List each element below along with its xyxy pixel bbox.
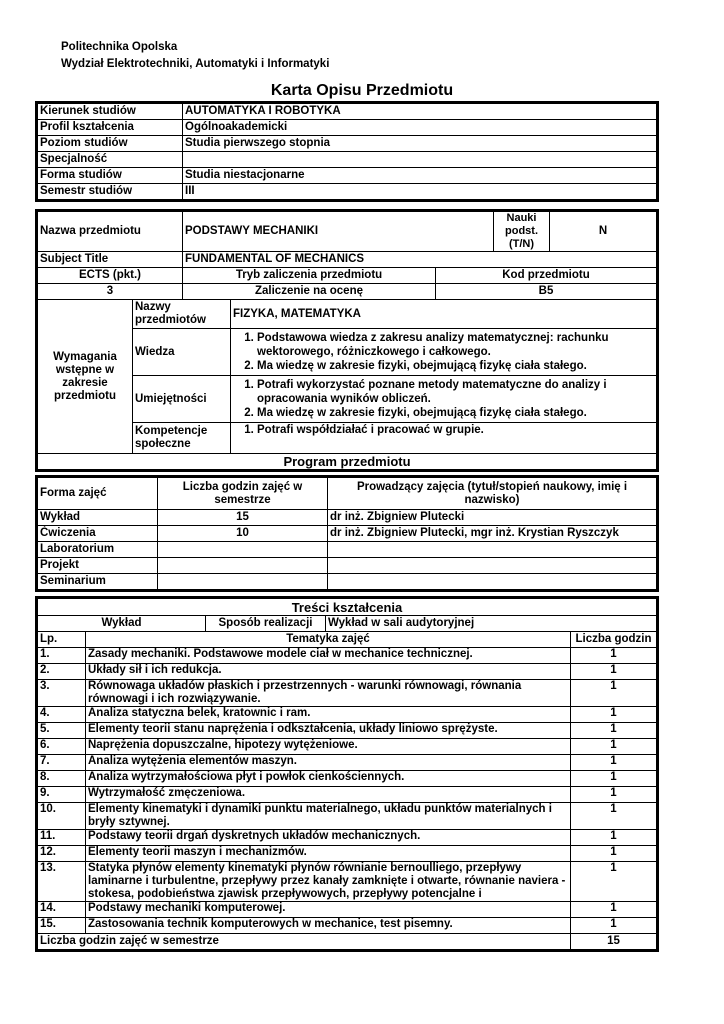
program-title: Program przedmiotu — [38, 454, 657, 470]
program-row — [38, 574, 657, 590]
subject-title-label: Subject Title — [38, 252, 183, 268]
topic-text: Zastosowania technik komputerowych w mechanice, test pisemny. — [86, 918, 571, 934]
topic-row — [38, 918, 657, 934]
topic-hours: 1 — [571, 755, 657, 771]
topic-text: Równowaga układów płaskich i przestrzennych - warunki równowagi, równania równowagi i ich rozwiązywanie. — [86, 680, 571, 707]
code-label: Kod przedmiotu — [436, 268, 657, 284]
study-value: Studia pierwszego stopnia — [183, 136, 657, 152]
topic-text: Naprężenia dopuszczalne, hipotezy wytężeniowe. — [86, 739, 571, 755]
topic-lp: 5. — [38, 723, 86, 739]
topic-hours: 1 — [571, 707, 657, 723]
study-row — [38, 168, 657, 184]
col-hours: Liczba godzin zajęć w semestrze — [158, 478, 328, 510]
topic-text: Podstawy mechaniki komputerowej. — [86, 902, 571, 918]
topic-hours: 1 — [571, 648, 657, 664]
content-title: Treści kształcenia — [38, 599, 657, 616]
topic-hours: 1 — [571, 664, 657, 680]
program-form: Laboratorium — [38, 542, 158, 558]
total-value: 15 — [571, 934, 657, 950]
competence-item: 1. Potrafi współdziałać i pracować w grupie. — [257, 423, 654, 437]
study-row — [38, 120, 657, 136]
topic-hours: 1 — [571, 723, 657, 739]
study-label: Specjalność — [38, 152, 183, 168]
course-info-table — [35, 209, 659, 472]
topic-lp: 13. — [38, 862, 86, 902]
col-topic: Tematyka zajęć — [86, 632, 571, 648]
topic-text: Elementy teorii maszyn i mechanizmów. — [86, 846, 571, 862]
topic-lp: 4. — [38, 707, 86, 723]
program-form: Ćwiczenia — [38, 526, 158, 542]
program-lecturer — [328, 574, 657, 590]
knowledge-item: 2. Ma wiedzę w zakresie fizyki, obejmującą fizykę ciała stałego. — [257, 359, 654, 373]
topic-row — [38, 771, 657, 787]
competence-label: Kompetencje społeczne — [133, 423, 231, 454]
program-row — [38, 558, 657, 574]
program-row — [38, 542, 657, 558]
topic-hours: 1 — [571, 918, 657, 934]
study-value: Ogólnoakademicki — [183, 120, 657, 136]
topic-row — [38, 803, 657, 830]
study-value — [183, 152, 657, 168]
topic-row — [38, 755, 657, 771]
topic-row — [38, 739, 657, 755]
topic-lp: 15. — [38, 918, 86, 934]
method-label: Sposób realizacji — [206, 616, 326, 632]
topic-text: Statyka płynów elementy kinematyki płynów równianie bernoulliego, przepływy laminarne i turbulentne, przepływy przez kanały zamknięte i otwarte, równanie naviera - stokesa, podobieństwa zjawisk przepływowych, przepływy potencjalne i — [86, 862, 571, 902]
knowledge-list — [231, 329, 657, 376]
topic-lp: 11. — [38, 830, 86, 846]
course-name-label: Nazwa przedmiotu — [38, 212, 183, 252]
program-row — [38, 510, 657, 526]
topic-text: Podstawy teorii drgań dyskretnych układów mechanicznych. — [86, 830, 571, 846]
content-type: Wykład — [38, 616, 206, 632]
page-title: Karta Opisu Przedmiotu — [270, 82, 454, 99]
topic-lp: 8. — [38, 771, 86, 787]
topic-lp: 2. — [38, 664, 86, 680]
topic-text: Analiza wytężenia elementów maszyn. — [86, 755, 571, 771]
topic-hours: 1 — [571, 787, 657, 803]
study-label: Forma studiów — [38, 168, 183, 184]
col-lp: Lp. — [38, 632, 86, 648]
skills-list — [231, 376, 657, 423]
study-label: Poziom studiów — [38, 136, 183, 152]
topic-row — [38, 830, 657, 846]
knowledge-item: 1. Podstawowa wiedza z zakresu analizy matematycznej: rachunku wektorowego, różniczkowego i całkowego. — [257, 331, 654, 359]
study-value: AUTOMATYKA I ROBOTYKA — [183, 104, 657, 120]
study-value: III — [183, 184, 657, 200]
topic-lp: 14. — [38, 902, 86, 918]
topic-lp: 10. — [38, 803, 86, 830]
topic-row — [38, 648, 657, 664]
topic-hours: 1 — [571, 830, 657, 846]
study-row — [38, 152, 657, 168]
study-info-table — [35, 101, 659, 202]
program-table — [35, 475, 659, 592]
col-topic-hours: Liczba godzin — [571, 632, 657, 648]
program-form: Seminarium — [38, 574, 158, 590]
study-row — [38, 104, 657, 120]
topic-hours: 1 — [571, 846, 657, 862]
topic-lp: 7. — [38, 755, 86, 771]
study-label: Profil kształcenia — [38, 120, 183, 136]
topic-row — [38, 846, 657, 862]
mode-value: Zaliczenie na ocenę — [183, 284, 436, 300]
mode-label: Tryb zaliczenia przedmiotu — [183, 268, 436, 284]
competence-list — [231, 423, 657, 454]
topic-row — [38, 862, 657, 902]
basic-value: N — [550, 212, 657, 252]
ects-value: 3 — [38, 284, 183, 300]
study-label: Kierunek studiów — [38, 104, 183, 120]
topic-text: Układy sił i ich redukcja. — [86, 664, 571, 680]
program-lecturer — [328, 558, 657, 574]
university-name: Politechnika Opolska — [61, 41, 178, 53]
topic-hours: 1 — [571, 862, 657, 902]
program-lecturer: dr inż. Zbigniew Plutecki — [328, 510, 657, 526]
topic-lp: 6. — [38, 739, 86, 755]
subject-title: FUNDAMENTAL OF MECHANICS — [183, 252, 657, 268]
program-form: Wykład — [38, 510, 158, 526]
method-value: Wykład w sali audytoryjnej — [326, 616, 657, 632]
col-lecturer: Prowadzący zajęcia (tytuł/stopień naukowy, imię i nazwisko) — [328, 478, 657, 510]
course-name: PODSTAWY MECHANIKI — [183, 212, 494, 252]
study-row — [38, 184, 657, 200]
total-label: Liczba godzin zajęć w semestrze — [38, 934, 571, 950]
program-form: Projekt — [38, 558, 158, 574]
knowledge-label: Wiedza — [133, 329, 231, 376]
topic-text: Analiza statyczna belek, kratownic i ram. — [86, 707, 571, 723]
program-lecturer: dr inż. Zbigniew Plutecki, mgr inż. Krystian Ryszczyk — [328, 526, 657, 542]
study-label: Semestr studiów — [38, 184, 183, 200]
prereq-names: FIZYKA, MATEMATYKA — [231, 300, 657, 329]
content-table — [35, 596, 659, 952]
topic-hours: 1 — [571, 739, 657, 755]
topic-row — [38, 787, 657, 803]
topic-row — [38, 723, 657, 739]
program-hours — [158, 574, 328, 590]
skills-item: 1. Potrafi wykorzystać poznane metody matematyczne do analizy i opracowania wyników obliczeń. — [257, 378, 654, 406]
topic-row — [38, 664, 657, 680]
program-hours: 15 — [158, 510, 328, 526]
topic-row — [38, 680, 657, 707]
topic-lp: 12. — [38, 846, 86, 862]
ects-label: ECTS (pkt.) — [38, 268, 183, 284]
topic-hours: 1 — [571, 803, 657, 830]
topic-row — [38, 902, 657, 918]
topic-text: Zasady mechaniki. Podstawowe modele ciał w mechanice technicznej. — [86, 648, 571, 664]
topic-lp: 3. — [38, 680, 86, 707]
study-row — [38, 136, 657, 152]
prereq-names-label: Nazwy przedmiotów — [133, 300, 231, 329]
topic-text: Elementy kinematyki i dynamiki punktu materialnego, układu punktów materialnych i bryły sztywnej. — [86, 803, 571, 830]
code-value: B5 — [436, 284, 657, 300]
topic-lp: 9. — [38, 787, 86, 803]
skills-label: Umiejętności — [133, 376, 231, 423]
col-form: Forma zajęć — [38, 478, 158, 510]
topic-row — [38, 707, 657, 723]
topic-hours: 1 — [571, 902, 657, 918]
topic-hours: 1 — [571, 680, 657, 707]
topic-lp: 1. — [38, 648, 86, 664]
program-row — [38, 526, 657, 542]
program-hours: 10 — [158, 526, 328, 542]
requirements-label: Wymagania wstępne w zakresie przedmiotu — [38, 300, 133, 454]
skills-item: 2. Ma wiedzę w zakresie fizyki, obejmującą fizykę ciała stałego. — [257, 406, 654, 420]
basic-label: Nauki podst. (T/N) — [494, 212, 550, 252]
program-hours — [158, 542, 328, 558]
program-hours — [158, 558, 328, 574]
program-lecturer — [328, 542, 657, 558]
topic-text: Elementy teorii stanu naprężenia i odkształcenia, układy liniowo sprężyste. — [86, 723, 571, 739]
topic-hours: 1 — [571, 771, 657, 787]
topic-text: Analiza wytrzymałościowa płyt i powłok cienkościennych. — [86, 771, 571, 787]
faculty-name: Wydział Elektrotechniki, Automatyki i Informatyki — [61, 58, 330, 70]
topic-text: Wytrzymałość zmęczeniowa. — [86, 787, 571, 803]
study-value: Studia niestacjonarne — [183, 168, 657, 184]
